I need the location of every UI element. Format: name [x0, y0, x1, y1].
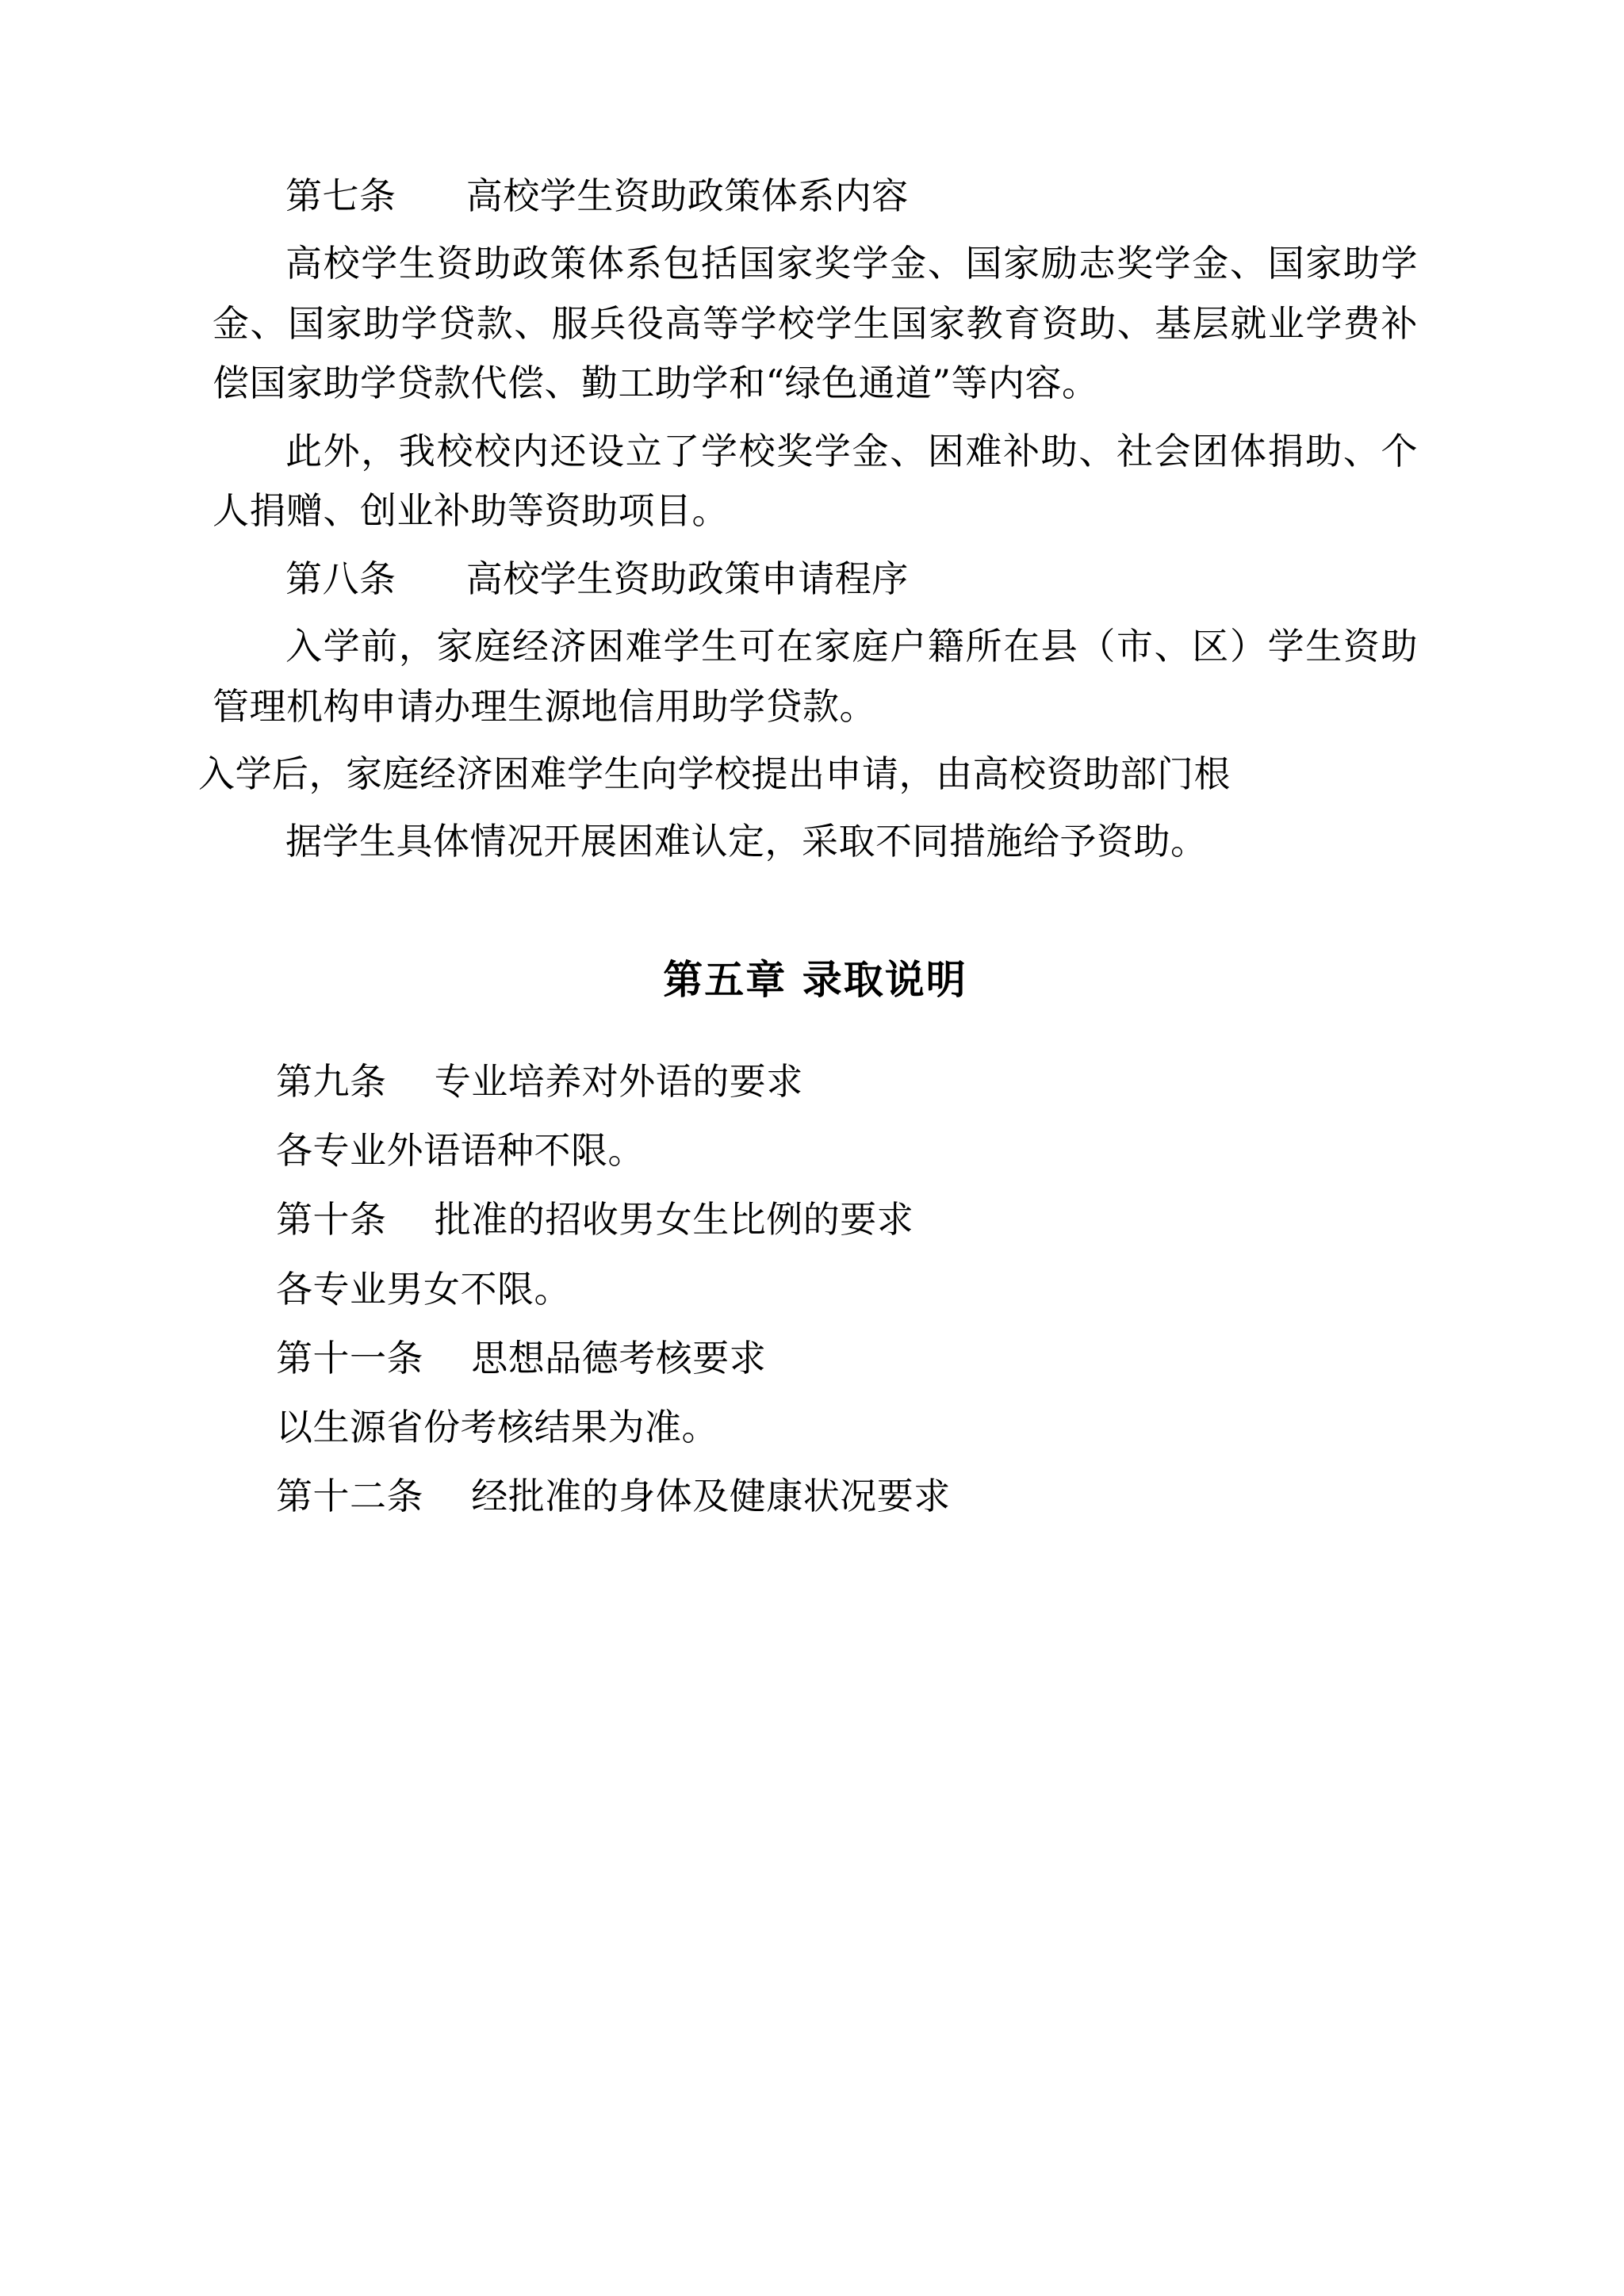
article-nine-title: 专业培养对外语的要求: [434, 1059, 803, 1103]
section-seven-paragraph-1: 高校学生资助政策体系包括国家奖学金、国家励志奖学金、国家助学金、国家助学贷款、服兵役高等学校学生国家教育资助、基层就业学费补偿国家助学贷款代偿、勤工助学和“绿色通道”等内容。: [213, 242, 1418, 405]
section-seven-title: 高校学生资助政策体系内容: [465, 174, 909, 217]
article-nine-answer: 各专业外语语种不限。: [276, 1129, 645, 1173]
article-twelve-label: 第十二条: [276, 1475, 423, 1518]
article-nine-label: 第九条: [276, 1059, 387, 1103]
article-ten-answer: 各专业男女不限。: [276, 1267, 571, 1311]
section-eight-paragraph-2-line-2: 据学生具体情况开展困难认定，采取不同措施给予资助。: [285, 820, 1208, 863]
section-seven-label: 第七条: [285, 174, 396, 217]
section-eight-paragraph-1: 入学前，家庭经济困难学生可在家庭户籍所在县（市、区）学生资助管理机构申请办理生源地信用助学贷款。: [213, 625, 1418, 728]
article-eleven-title: 思想品德考核要求: [471, 1336, 767, 1380]
chapter-five-items: [213, 1051, 1418, 1528]
section-eight-title: 高校学生资助政策申请程序: [465, 557, 909, 600]
article-ten-label: 第十条: [276, 1198, 387, 1242]
chapter-five-title: 第五章 录取说明: [663, 955, 967, 1003]
article-ten-heading: [213, 1189, 1418, 1250]
article-twelve-heading: [213, 1466, 1418, 1527]
article-twelve-title: 经批准的身体及健康状况要求: [471, 1475, 951, 1518]
section-seven-heading: [213, 166, 1418, 226]
article-nine-heading: [213, 1051, 1418, 1112]
article-eleven-label: 第十一条: [276, 1336, 423, 1380]
article-ten-title: 批准的招收男女生比例的要求: [434, 1198, 914, 1242]
section-eight-label: 第八条: [285, 557, 396, 600]
section-eight-heading: [213, 549, 1418, 609]
section-seven-paragraph-2: 此外，我校校内还设立了学校奖学金、困难补助、社会团体捐助、个人捐赠、创业补助等资助项目。: [213, 429, 1418, 533]
document-body: [198, 166, 1418, 1536]
article-eleven-answer: 以生源省份考核结果为准。: [276, 1406, 718, 1449]
article-eleven-heading: [213, 1328, 1418, 1389]
section-eight-paragraph-2-line-1: 入学后，家庭经济困难学生向学校提出申请，由高校资助部门根: [198, 752, 1231, 795]
